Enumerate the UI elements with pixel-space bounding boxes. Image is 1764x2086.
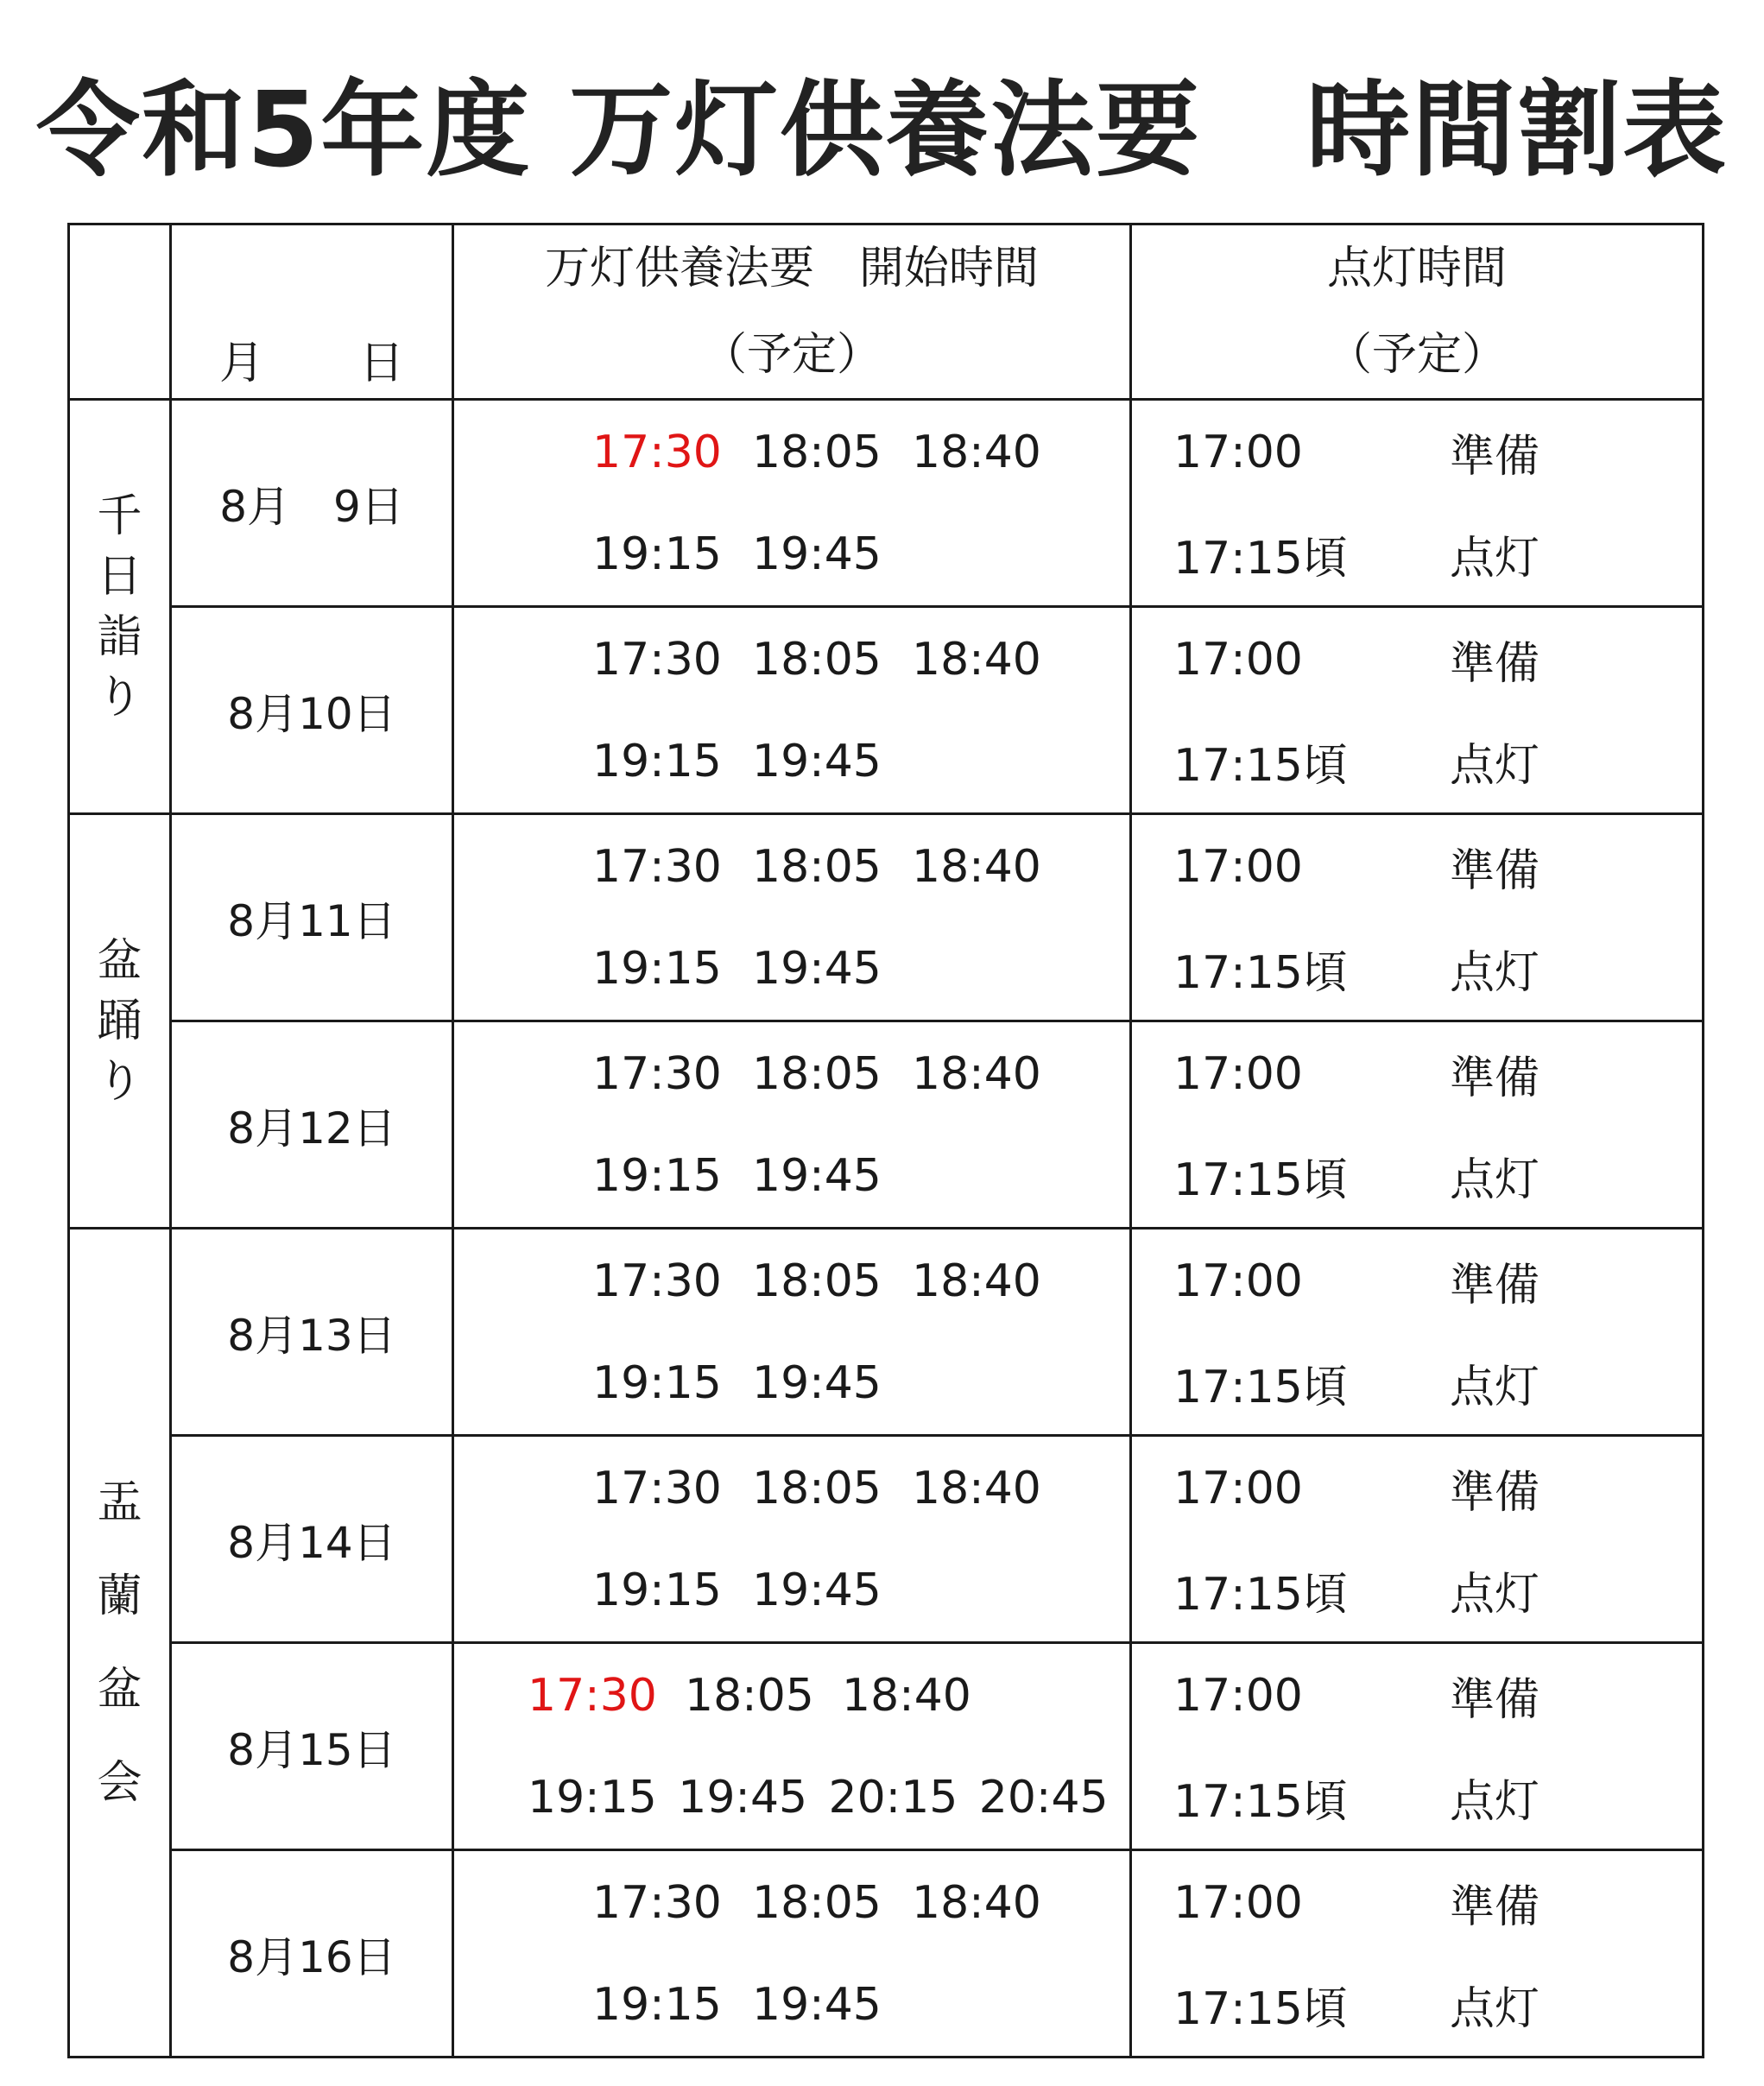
service-times-line	[454, 1125, 1129, 1227]
lighting-label: 準備	[1450, 1467, 1540, 1519]
service-times-line	[454, 918, 1129, 1020]
service-times-cell	[453, 1436, 1131, 1643]
service-times-cell	[453, 400, 1131, 607]
lighting-time: 17:00	[1173, 1876, 1303, 1929]
lighting-time: 17:00	[1173, 1255, 1303, 1307]
lighting-label: 準備	[1450, 1674, 1540, 1726]
service-times-line	[454, 1023, 1129, 1125]
lighting-line	[1132, 1747, 1702, 1849]
service-time: 18:40	[912, 633, 1041, 686]
header-month-label: 月	[218, 338, 264, 389]
service-times-line	[454, 503, 1129, 605]
service-times-line	[454, 1438, 1129, 1539]
schedule-row	[69, 400, 1704, 607]
date-cell: 8月12日	[171, 1021, 453, 1229]
service-times-line	[454, 1539, 1129, 1641]
lighting-time: 17:15頃	[1173, 947, 1348, 999]
lighting-line	[1132, 1125, 1702, 1227]
schedule-row	[69, 1436, 1704, 1643]
header-light-cell	[1131, 224, 1704, 400]
service-time: 18:40	[912, 1462, 1041, 1514]
service-times-line	[454, 1852, 1129, 1954]
service-time: 19:15	[528, 1771, 657, 1824]
service-times-cell	[453, 1229, 1131, 1436]
lighting-times-cell	[1131, 400, 1704, 607]
service-time: 19:15	[592, 528, 722, 580]
lighting-time: 17:15頃	[1173, 1983, 1348, 2035]
date-cell: 8月 9日	[171, 400, 453, 607]
event-group-label	[69, 814, 171, 1229]
service-time: 19:45	[752, 735, 882, 787]
date-cell: 8月11日	[171, 814, 453, 1021]
lighting-times-cell	[1131, 1850, 1704, 2058]
service-times-cell	[453, 1021, 1131, 1229]
lighting-line	[1132, 816, 1702, 918]
lighting-line	[1132, 609, 1702, 711]
lighting-time: 17:15頃	[1173, 1362, 1348, 1413]
header-blank-cell	[69, 224, 171, 400]
service-time: 18:40	[912, 1047, 1041, 1100]
service-time: 19:45	[678, 1771, 808, 1824]
header-date-cell	[171, 224, 453, 400]
service-time: 18:05	[752, 1047, 882, 1100]
lighting-line	[1132, 1438, 1702, 1539]
service-time: 18:05	[752, 1876, 882, 1929]
lighting-line	[1132, 1539, 1702, 1641]
schedule-row	[69, 607, 1704, 814]
service-time: 17:30	[592, 633, 722, 686]
lighting-line	[1132, 1230, 1702, 1332]
service-time: 19:45	[752, 1149, 882, 1202]
event-group-label	[69, 1229, 171, 2058]
service-time: 18:40	[912, 426, 1041, 478]
header-start-cell	[453, 224, 1131, 400]
event-group-char: 詣	[97, 610, 142, 663]
lighting-times-cell	[1131, 1021, 1704, 1229]
lighting-times-cell	[1131, 1643, 1704, 1850]
service-times-line	[454, 1747, 1129, 1849]
service-time: 18:05	[752, 1255, 882, 1307]
lighting-line	[1132, 1852, 1702, 1954]
page-title: 令和5年度 万灯供養法要 時間割表	[35, 71, 1729, 191]
service-time: 18:40	[912, 840, 1041, 893]
service-times-cell	[453, 1850, 1131, 2058]
service-time: 17:30	[592, 1047, 722, 1100]
lighting-time: 17:00	[1173, 1669, 1303, 1722]
lighting-time: 17:15頃	[1173, 1776, 1348, 1828]
lighting-label: 点灯	[1450, 1154, 1540, 1206]
event-group-char: 盆	[97, 1663, 142, 1716]
lighting-time: 17:00	[1173, 633, 1303, 686]
service-times-cell	[453, 814, 1131, 1021]
lighting-times-cell	[1131, 1436, 1704, 1643]
service-time: 18:05	[752, 633, 882, 686]
schedule-row	[69, 1850, 1704, 2058]
service-time: 19:45	[752, 1356, 882, 1409]
header-light-note: （予定）	[1326, 329, 1507, 381]
date-cell: 8月10日	[171, 607, 453, 814]
header-day-label: 日	[359, 338, 405, 389]
lighting-time: 17:15頃	[1173, 740, 1348, 792]
lighting-label: 点灯	[1450, 533, 1540, 585]
service-times-line	[454, 816, 1129, 918]
service-time: 19:15	[592, 1978, 722, 2031]
lighting-line	[1132, 401, 1702, 503]
service-time: 17:30	[592, 426, 722, 478]
date-cell: 8月14日	[171, 1436, 453, 1643]
lighting-label: 準備	[1450, 845, 1540, 897]
service-times-line	[454, 1645, 1129, 1747]
header-row	[69, 224, 1704, 400]
service-time: 18:05	[752, 1462, 882, 1514]
header-light-label: 点灯時間	[1326, 243, 1507, 294]
schedule-row	[69, 1643, 1704, 1850]
event-group-char: 盂	[97, 1476, 142, 1529]
service-time: 19:15	[592, 735, 722, 787]
lighting-label: 準備	[1450, 1052, 1540, 1104]
service-time: 19:45	[752, 528, 882, 580]
service-times-line	[454, 711, 1129, 812]
lighting-line	[1132, 918, 1702, 1020]
lighting-line	[1132, 503, 1702, 605]
service-time: 20:15	[828, 1771, 958, 1824]
lighting-line	[1132, 711, 1702, 812]
lighting-times-cell	[1131, 1229, 1704, 1436]
event-group-char: り	[97, 1055, 142, 1108]
lighting-times-cell	[1131, 814, 1704, 1021]
service-time: 19:15	[592, 1564, 722, 1616]
event-group-char: 盆	[97, 934, 142, 987]
service-times-line	[454, 1230, 1129, 1332]
event-group-char: 千	[97, 490, 142, 542]
service-time: 18:05	[752, 426, 882, 478]
lighting-label: 点灯	[1450, 1362, 1540, 1413]
service-time: 20:45	[978, 1771, 1109, 1824]
event-group-char: 蘭	[97, 1570, 142, 1622]
service-time: 19:45	[752, 1978, 882, 2031]
service-times-line	[454, 1954, 1129, 2056]
lighting-time: 17:00	[1173, 1462, 1303, 1514]
lighting-time: 17:15頃	[1173, 1154, 1348, 1206]
lighting-label: 点灯	[1450, 740, 1540, 792]
lighting-label: 点灯	[1450, 1983, 1540, 2035]
service-time: 17:30	[592, 1462, 722, 1514]
lighting-time: 17:00	[1173, 840, 1303, 893]
event-group-char: 踊	[97, 995, 142, 1047]
lighting-time: 17:15頃	[1173, 533, 1348, 585]
date-cell: 8月15日	[171, 1643, 453, 1850]
date-cell: 8月16日	[171, 1850, 453, 2058]
lighting-line	[1132, 1023, 1702, 1125]
service-time: 19:45	[752, 942, 882, 995]
lighting-time: 17:00	[1173, 1047, 1303, 1100]
service-time: 18:05	[752, 840, 882, 893]
lighting-label: 点灯	[1450, 1776, 1540, 1828]
service-time: 19:15	[592, 942, 722, 995]
service-time: 19:15	[592, 1356, 722, 1409]
schedule-row	[69, 1229, 1704, 1436]
service-time: 17:30	[592, 1255, 722, 1307]
date-cell: 8月13日	[171, 1229, 453, 1436]
lighting-line	[1132, 1332, 1702, 1434]
service-time: 18:40	[912, 1876, 1041, 1929]
lighting-label: 準備	[1450, 431, 1540, 483]
schedule-row	[69, 1021, 1704, 1229]
schedule-row	[69, 814, 1704, 1021]
service-time: 18:05	[685, 1669, 814, 1722]
service-times-line	[454, 1332, 1129, 1434]
lighting-line	[1132, 1954, 1702, 2056]
lighting-time: 17:15頃	[1173, 1569, 1348, 1621]
schedule-table	[67, 223, 1704, 2058]
service-time: 18:40	[912, 1255, 1041, 1307]
service-time: 17:30	[592, 1876, 722, 1929]
event-group-char: り	[97, 671, 142, 724]
service-time: 19:45	[752, 1564, 882, 1616]
lighting-line	[1132, 1645, 1702, 1747]
lighting-times-cell	[1131, 607, 1704, 814]
lighting-label: 準備	[1450, 1260, 1540, 1312]
lighting-label: 準備	[1450, 638, 1540, 690]
lighting-label: 点灯	[1450, 947, 1540, 999]
event-group-char: 日	[97, 550, 142, 603]
header-start-note: （予定）	[701, 329, 882, 381]
service-times-line	[454, 609, 1129, 711]
lighting-label: 点灯	[1450, 1569, 1540, 1621]
header-start-label: 万灯供養法要 開始時間	[544, 243, 1039, 294]
lighting-time: 17:00	[1173, 426, 1303, 478]
service-time: 19:15	[592, 1149, 722, 1202]
service-times-cell	[453, 607, 1131, 814]
service-time: 17:30	[592, 840, 722, 893]
service-times-line	[454, 401, 1129, 503]
service-times-cell	[453, 1643, 1131, 1850]
service-time: 17:30	[528, 1669, 657, 1722]
event-group-char: 会	[97, 1756, 142, 1809]
lighting-label: 準備	[1450, 1881, 1540, 1933]
service-time: 18:40	[842, 1669, 971, 1722]
event-group-label	[69, 400, 171, 814]
